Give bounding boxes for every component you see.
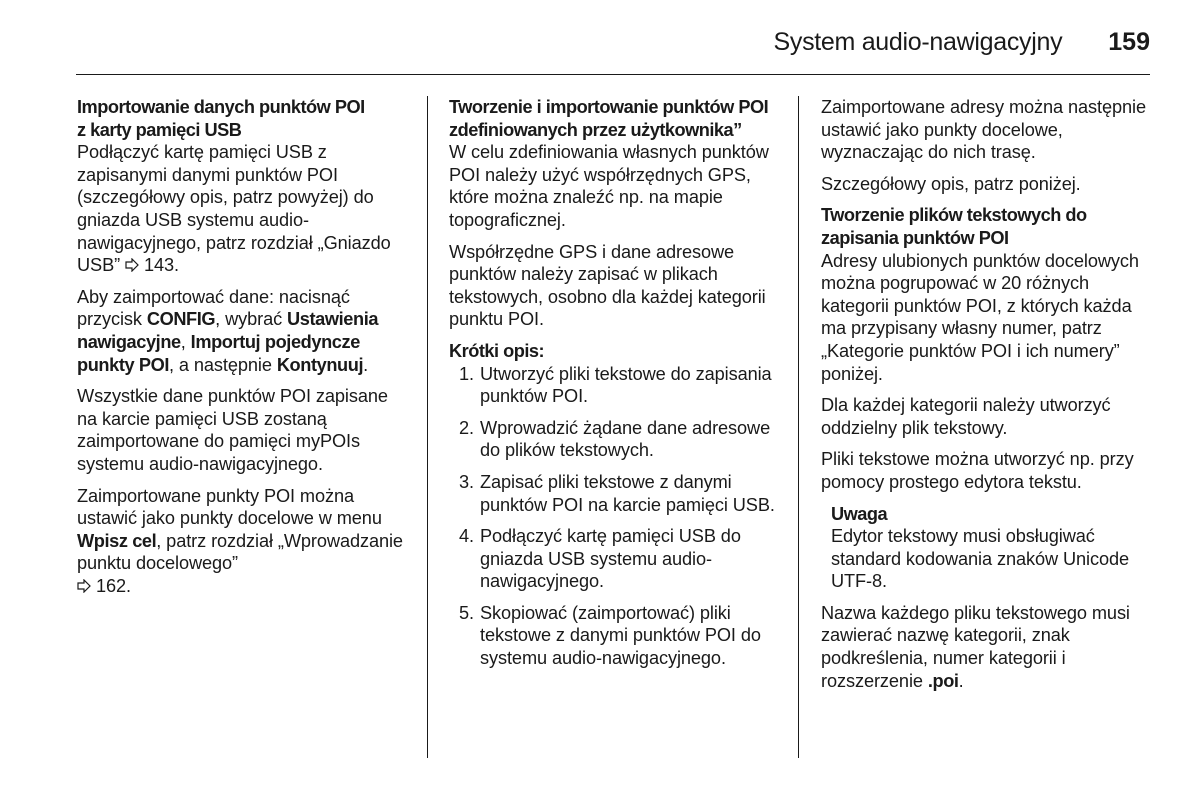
section-heading-import-usb: Importowanie danych punktów POI z karty pamięci USB [77, 97, 365, 140]
paragraph: Wszystkie dane punktów POI zapisane na karcie pamięci USB zostaną zaimportowane do pamięci myPOIs systemu audio-nawigacyjnego. [77, 386, 388, 474]
paragraph: W celu zdefiniowania własnych punktów POI należy użyć współrzędnych GPS, które można znaleźć np. na mapie topograficznej. [449, 142, 769, 230]
page-reference-arrow-icon [125, 258, 139, 272]
column-1 [77, 96, 412, 606]
paragraph: Aby zaimportować dane: nacisnąć przycisk CONFIG, wybrać Ustawienia nawigacyjne, Importuj pojedyncze punkty POI, a następnie Kontynuuj. [77, 286, 379, 375]
list-item: 2. Wprowadzić żądane dane adresowe do plików tekstowych. [459, 417, 771, 461]
menu-item-ref: Wpisz cel [77, 530, 157, 551]
running-title: System audio-nawigacyjny [773, 28, 1063, 56]
page-header [0, 28, 1150, 64]
page-reference-arrow-icon [77, 579, 91, 593]
column-divider-1 [427, 96, 428, 758]
paragraph: Zaimportowane punkty POI można ustawić jako punkty docelowe w menu Wpisz cel, patrz rozdział „Wprowadzanie punktu docelowego” 162. [77, 485, 403, 596]
steps-list [449, 363, 779, 670]
paragraph: Szczegółowy opis, patrz poniżej. [821, 173, 1081, 194]
menu-item-ref: Kontynuuj [276, 354, 364, 375]
header-rule [76, 74, 1150, 75]
note-box [831, 503, 1151, 593]
page-number: 159 [1108, 28, 1150, 56]
note-text: Edytor tekstowy musi obsługiwać standard kodowania znaków Unicode UTF-8. [831, 526, 1129, 592]
column-2 [449, 96, 779, 679]
paragraph: Współrzędne GPS i dane adresowe punktów należy zapisać w plikach tekstowych, osobno dla każdej kategorii punktu POI. [449, 241, 766, 330]
paragraph: Adresy ulubionych punktów docelowych można pogrupować w 20 różnych kategorii punktów POI, z których każda ma przypisany własny numer, patrz „Kategorie punktów POI i ich numery” poniżej. [821, 250, 1139, 384]
paragraph: Dla każdej kategorii należy utworzyć oddzielny plik tekstowy. [821, 395, 1111, 438]
list-item: 4. Podłączyć kartę pamięci USB do gniazda USB systemu audio-nawigacyjnego. [459, 526, 741, 592]
list-item: 5. Skopiować (zaimportować) pliki tekstowe z danymi punktów POI do systemu audio-nawigacyjnego. [459, 602, 761, 669]
section-heading-text-files: Tworzenie plików tekstowych do zapisania punktów POI [821, 205, 1087, 248]
section-heading-user-poi: Tworzenie i importowanie punktów POI zdefiniowanych przez użytkownika” [449, 97, 769, 140]
list-item: 1. Utworzyć pliki tekstowe do zapisania punktów POI. [459, 363, 772, 407]
paragraph: Pliki tekstowe można utworzyć np. przy pomocy prostego edytora tekstu. [821, 449, 1134, 492]
list-item: 3. Zapisać pliki tekstowe z danymi punktów POI na karcie pamięci USB. [459, 471, 775, 515]
page-reference: 143. [143, 255, 179, 276]
menu-item-ref: Ustawienia nawigacyjne [77, 309, 379, 352]
subheading-short-description: Krótki opis: [449, 340, 545, 361]
paragraph: Zaimportowane adresy można następnie ustawić jako punkty docelowe, wyznaczając do nich trasę. [821, 97, 1146, 163]
config-button-ref: CONFIG [146, 309, 216, 330]
file-extension: .poi [927, 670, 959, 691]
paragraph: Podłączyć kartę pamięci USB z zapisanymi danymi punktów POI (szczegółowy opis, patrz powyżej) do gniazda USB systemu audio-nawigacyjnego, patrz rozdział „Gniazdo USB” 143. [77, 142, 391, 276]
menu-item-ref: Importuj pojedyncze punkty POI [77, 331, 360, 375]
column-divider-2 [798, 96, 799, 758]
column-3 [821, 96, 1151, 701]
page-reference: 162. [95, 575, 131, 596]
paragraph: Nazwa każdego pliku tekstowego musi zawierać nazwę kategorii, znak podkreślenia, numer kategorii i rozszerzenie .poi. [821, 602, 1130, 691]
note-title: Uwaga [831, 503, 888, 524]
